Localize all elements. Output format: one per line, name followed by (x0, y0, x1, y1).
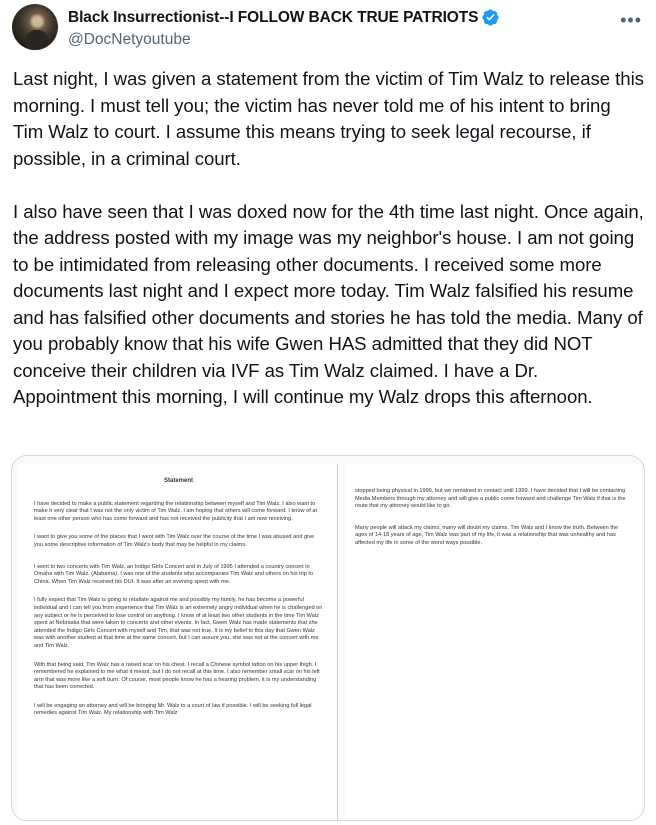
document-paragraph: With that being said, Tim Walz has a raised scar on his chest. I recall a Chinese symbol tattoo on his upper thigh. I remembered he explained to me what it meant, but I do not recall at this time. I also remember small scar on his left arm that was more like a soft burn. Of course, most people know he has a hearing problem, it is my understanding that has been corrected. (34, 661, 320, 691)
author-handle[interactable]: @DocNetyoutube (68, 31, 191, 48)
more-options-icon[interactable]: ••• (620, 10, 642, 30)
avatar[interactable] (12, 4, 58, 50)
tweet-paragraph: I also have seen that I was doxed now for the 4th time last night. Once again, the address posted with my image was my neighbor's house. I am not going to be intimidated from releasing other documents. I received some more documents last night and I expect more today. Tim Walz falsified his resume and has falsified other documents and stories he has told the media. Many of you probably know that his wife Gwen HAS admitted that they did NOT conceive their children via IVF as Tim Walz claimed. I have a Dr. Appointment this morning, I will continue my Walz drops this afternoon. (13, 200, 644, 407)
tweet-header (12, 4, 644, 54)
tweet-paragraph: Last night, I was given a statement from the victim of Tim Walz to release this morning. I must tell you; the victim has never told me of his intent to bring Tim Walz to court. I assume this means trying to seek legal recourse, if possible, in a criminal court. (13, 68, 644, 169)
verified-badge-icon (481, 8, 500, 27)
document-paragraph: I want to give you some of the places that I went with Tim Walz over the course of the time I was abused and give you some descriptive information of Tim Walz's body that may be helpful in my claims. (34, 534, 315, 548)
document-paragraph: I have decided to make a public statement regarding the relationship between myself and Tim Walz. I also want to make it very clear that I was not the only victim of Tim Walz. I am hoping that others will come forward. I know of at least one other person who has come forward and has not received the publicity that I am now receiving. (34, 500, 318, 522)
document-title: Statement (163, 478, 193, 484)
document-paragraph: stopped being physical in 1996, but we remained in contact until 1999. I have decided that I will be contacting Media Members through my attorney and will give a public come forward and challenge Tim Walz if that is the route that my attorney would like to go. (355, 488, 626, 510)
document-page-left (18, 464, 338, 820)
author-name-row (68, 8, 500, 27)
document-paragraph: I fully expect that Tim Walz is going to retaliate against me and possibly my family, he has become a powerful individual and I can tell you from experience that Tim Walz is an extremely angry individual when he is challenged on any subject or he is perceived to lose control on anything. I know of at least two other students in the time Tim Walz spent at Nebraska that were taken to concerts and other events. In fact, Gwen Walz has made statements that she attended the Indigo Girls Concert with myself and Tim, that was not true. It is my belief to this day that Gwen Walz was with another student at that time at the same concert, but I can assure you, she was not at the concert with me and Tim Walz. (34, 597, 323, 649)
document-paragraph: Many people will attack my claims, many will doubt my claims. Tim Walz and I know the truth. Between the ages of 14-18 years of age, Tim Walz was part of my life, it was a relationship that was unhealthy and has affected my life in some of the worst ways possible. (355, 524, 619, 546)
tweet-body (13, 66, 645, 411)
document-page-right (345, 464, 641, 820)
document-paragraph: I went to two concerts with Tim Walz, an Indigo Girls Concert and in July of 1995 I attended a country concert in Omaha with Tim Walz. (Alabama). I was one of the students who accompanies Tim Walz and others on his trip to China. When Tim Walz received his DUI. It was after an evening spent with me. (34, 563, 314, 585)
tweet-image[interactable] (11, 455, 645, 821)
document-paragraph: I will be engaging an attorney and will be bringing Mr. Walz to a court of law if possible. I will be seeking full legal remedies against Tim Walz. My relationship with Tim Walz (34, 702, 312, 717)
author-display-name[interactable]: Black Insurrectionist--I FOLLOW BACK TRUE PATRIOTS (68, 8, 479, 26)
